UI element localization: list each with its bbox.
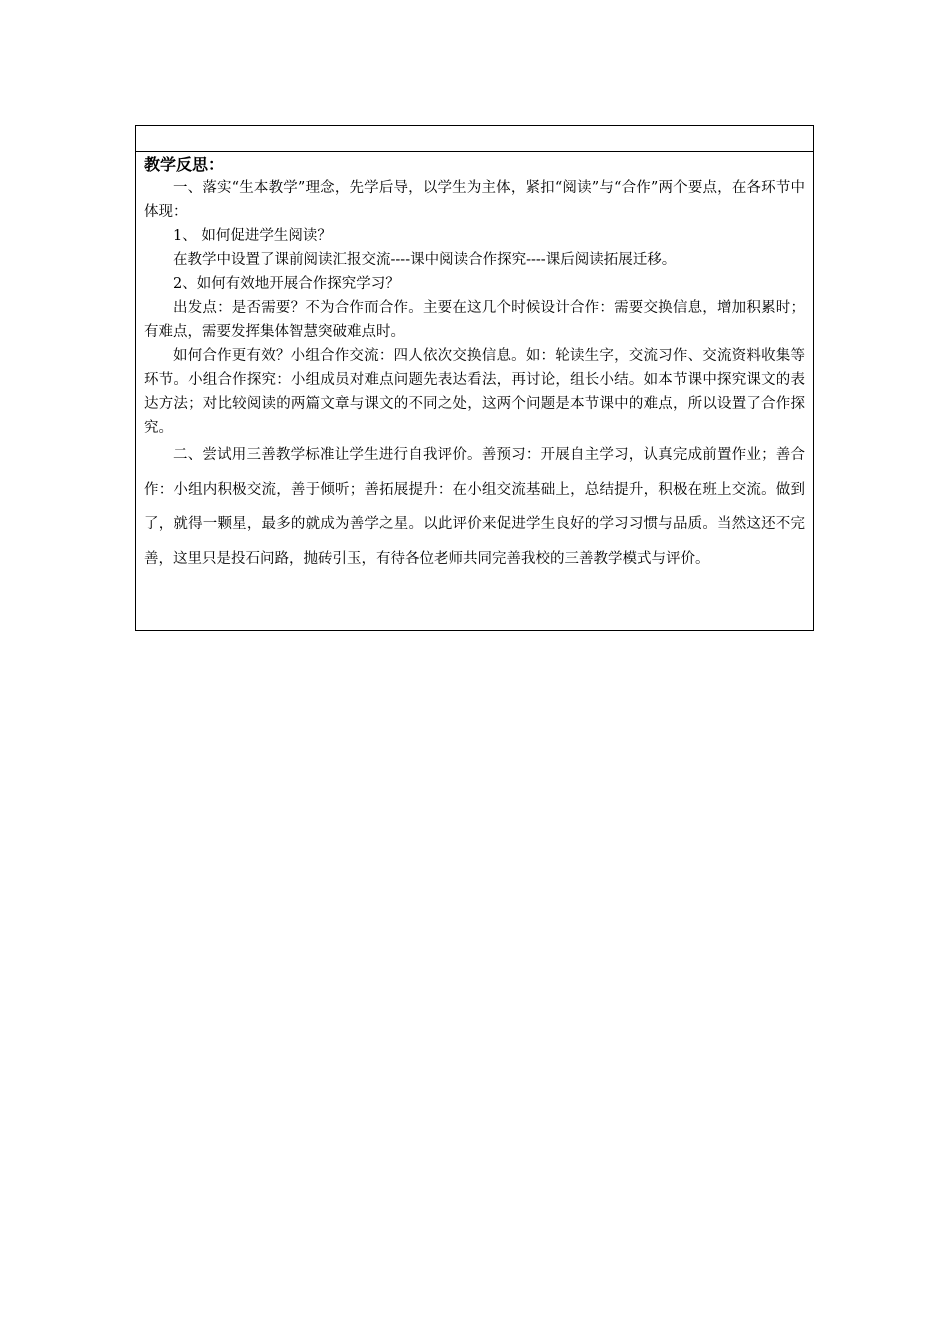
reflection-cell	[136, 152, 813, 576]
paragraph-evaluation: 二、尝试用三善教学标准让学生进行自我评价。善预习：开展自主学习，认真完成前置作业；善合作：小组内积极交流，善于倾听；善拓展提升：在小组交流基础上，总结提升，积极在班上交流。做到了，就得一颗星，最多的就成为善学之星。以此评价来促进学生良好的学习习惯与品质。当然这还不完善，这里只是投石问路，抛砖引玉，有待各位老师共同完善我校的三善教学模式与评价。	[144, 447, 805, 567]
paragraph-reading: 在教学中设置了课前阅读汇报交流----课中阅读合作探究----课后阅读拓展迁移。	[173, 252, 677, 268]
reflection-table	[135, 125, 814, 631]
empty-table-row	[136, 126, 813, 152]
paragraph-item-1: 1、 如何促进学生阅读？	[173, 228, 332, 244]
paragraph-starting-point: 出发点：是否需要？不为合作而合作。主要在这几个时候设计合作：需要交换信息，增加积累时；有难点，需要发挥集体智慧突破难点时。	[144, 300, 805, 340]
paragraph-intro: 一、落实“生本教学”理念，先学后导，以学生为主体，紧扣“阅读”与“合作”两个要点，在各环节中体现：	[144, 180, 805, 220]
paragraph-effective-cooperation: 如何合作更有效？小组合作交流：四人依次交换信息。如：轮读生字，交流习作、交流资料收集等环节。小组合作探究：小组成员对难点问题先表达看法，再讨论，组长小结。如本节课中探究课文的表达方法；对比较阅读的两篇文章与课文的不同之处，这两个问题是本节课中的难点，所以设置了合作探究。	[144, 348, 805, 436]
reflection-heading: 教学反思：	[144, 155, 225, 174]
paragraph-item-2: 2、如何有效地开展合作探究学习？	[173, 276, 400, 292]
